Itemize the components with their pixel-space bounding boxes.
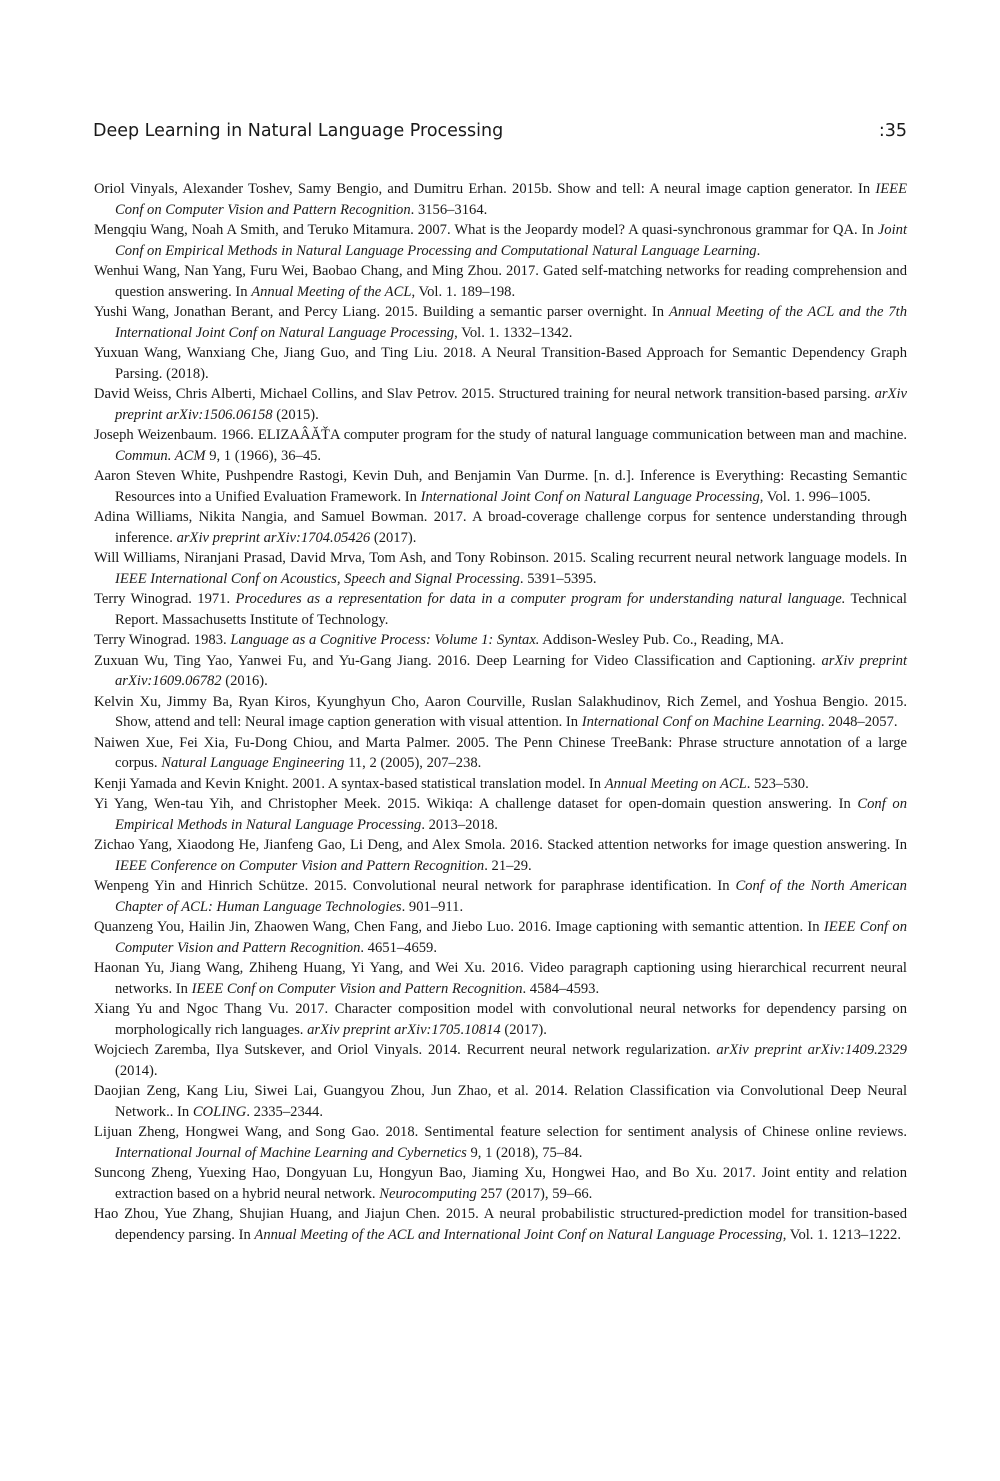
reference-text-tail: (2014). [115, 1062, 158, 1079]
reference-entry [94, 220, 907, 261]
reference-text: Haonan Yu, Jiang Wang, Zhiheng Huang, Yi Yang, and Wei Xu. 2016. Video paragraph captioning using hierarchical recurrent neural networks. In [94, 960, 907, 997]
reference-text-tail: (2017). [500, 1021, 547, 1038]
reference-text-tail: . 2335–2344. [246, 1103, 323, 1120]
reference-text: Naiwen Xue, Fei Xia, Fu-Dong Chiou, and Marta Palmer. 2005. The Penn Chinese TreeBank: Phrase structure annotation of a large corpus. [94, 734, 907, 771]
reference-entry [94, 425, 907, 466]
reference-entry [94, 692, 907, 733]
reference-text-tail: . 3156–3164. [410, 201, 488, 218]
reference-venue: IEEE Conf on Computer Vision and Pattern Recognition [115, 919, 907, 956]
running-title: Deep Learning in Natural Language Processing [93, 121, 504, 141]
reference-entry [94, 774, 907, 795]
reference-entry [94, 1081, 907, 1122]
reference-venue: Language as a Cognitive Process: Volume 1: Syntax. [230, 632, 540, 648]
reference-text: Daojian Zeng, Kang Liu, Siwei Lai, Guangyou Zhou, Jun Zhao, et al. 2014. Relation Classification via Convolutional Deep Neural Network.. In [94, 1083, 907, 1120]
reference-venue: arXiv preprint arXiv:1609.06782 [115, 652, 907, 689]
reference-text: Yi Yang, Wen-tau Yih, and Christopher Meek. 2015. Wikiqa: A challenge dataset for open-domain question answering. In [94, 796, 858, 812]
reference-text-tail: 257 (2017), 59–66. [476, 1185, 593, 1202]
reference-text: Hao Zhou, Yue Zhang, Shujian Huang, and Jiajun Chen. 2015. A neural probabilistic structured-prediction model for transition-based dependency parsing. In [94, 1206, 907, 1243]
reference-venue: Joint Conf on Empirical Methods in Natural Language Processing and Computational Natural Language Learning [115, 222, 907, 259]
reference-venue: Annual Meeting of the ACL and the 7th International Joint Conf on Natural Language Processing [115, 304, 907, 341]
reference-entry [94, 589, 907, 630]
reference-text-tail: Addison-Wesley Pub. Co., Reading, MA. [539, 632, 784, 648]
reference-venue: International Conf on Machine Learning [581, 714, 821, 730]
reference-entry [94, 835, 907, 876]
reference-venue: COLING [192, 1103, 247, 1120]
reference-venue: Procedures as a representation for data in a computer program for understanding natural language. [235, 591, 846, 607]
reference-venue: IEEE International Conf on Acoustics, Speech and Signal Processing [115, 570, 520, 587]
reference-text-tail: . 2013–2018. [421, 816, 498, 833]
reference-venue: arXiv preprint arXiv:1506.06158 [115, 386, 907, 423]
reference-text: Will Williams, Niranjani Prasad, David Mrva, Tom Ash, and Tony Robinson. 2015. Scaling recurrent neural network language models. In [94, 550, 907, 566]
reference-text-tail: , Vol. 1. 996–1005. [759, 488, 871, 505]
reference-text: Zuxuan Wu, Ting Yao, Yanwei Fu, and Yu-Gang Jiang. 2016. Deep Learning for Video Classification and Captioning. [94, 652, 822, 669]
reference-entry [94, 384, 907, 425]
reference-text-tail: Technical Report. Massachusetts Institute of Technology. [115, 591, 907, 628]
reference-text-tail: . 2048–2057. [820, 714, 898, 730]
reference-venue: IEEE Conference on Computer Vision and Pattern Recognition [115, 857, 485, 874]
reference-text-tail: . [756, 242, 761, 259]
reference-text: Yushi Wang, Jonathan Berant, and Percy Liang. 2015. Building a semantic parser overnight. In [94, 304, 669, 320]
reference-text-tail: 11, 2 (2005), 207–238. [344, 755, 482, 771]
reference-text: Kenji Yamada and Kevin Knight. 2001. A syntax-based statistical translation model. In [94, 775, 605, 792]
reference-text-tail: 9, 1 (2018), 75–84. [466, 1144, 583, 1161]
reference-text: Terry Winograd. 1983. [94, 632, 231, 648]
reference-text-tail: (2017). [370, 529, 417, 546]
reference-venue: Conf of the North American Chapter of ACL: Human Language Technologies [115, 878, 907, 915]
reference-text-tail: . 901–911. [401, 898, 464, 915]
reference-venue: Annual Meeting of the ACL [251, 283, 412, 300]
reference-text: Lijuan Zheng, Hongwei Wang, and Song Gao. 2018. Sentimental feature selection for sentiment analysis of Chinese online reviews. [94, 1124, 907, 1140]
reference-venue: Annual Meeting on ACL [604, 775, 747, 792]
reference-entry [94, 733, 907, 774]
page-number: :35 [878, 121, 907, 141]
reference-entry [94, 179, 907, 220]
reference-text: Oriol Vinyals, Alexander Toshev, Samy Bengio, and Dumitru Erhan. 2015b. Show and tell: A neural image caption generator. In [94, 181, 876, 197]
reference-entry [94, 1204, 907, 1245]
reference-text-tail: , Vol. 1. 1332–1342. [454, 324, 573, 341]
reference-entry [94, 1040, 907, 1081]
reference-venue: International Joint Conf on Natural Language Processing [420, 488, 760, 505]
reference-entry [94, 794, 907, 835]
reference-entry [94, 548, 907, 589]
reference-entry [94, 958, 907, 999]
reference-text: David Weiss, Chris Alberti, Michael Collins, and Slav Petrov. 2015. Structured training for neural network transition-based parsing. [94, 386, 875, 402]
reference-venue: IEEE Conf on Computer Vision and Pattern Recognition [191, 980, 523, 997]
reference-venue: arXiv preprint arXiv:1704.05426 [176, 529, 371, 546]
reference-entry [94, 261, 907, 302]
reference-venue: Natural Language Engineering [161, 755, 345, 771]
reference-entry [94, 302, 907, 343]
reference-text: Kelvin Xu, Jimmy Ba, Ryan Kiros, Kyunghyun Cho, Aaron Courville, Ruslan Salakhudinov, Rich Zemel, and Yoshua Bengio. 2015. Show, attend and tell: Neural image caption generation with visual attention. In [94, 693, 907, 730]
reference-text: Suncong Zheng, Yuexing Hao, Dongyuan Lu, Hongyun Bao, Jiaming Xu, Hongwei Hao, and Bo Xu. 2017. Joint entity and relation extraction based on a hybrid neural network. [94, 1165, 907, 1202]
reference-text: Adina Williams, Nikita Nangia, and Samuel Bowman. 2017. A broad-coverage challenge corpus for sentence understanding through inference. [94, 509, 907, 546]
reference-list [94, 179, 907, 1245]
running-header [93, 121, 907, 145]
reference-text: Xiang Yu and Ngoc Thang Vu. 2017. Character composition model with convolutional neural networks for dependency parsing on morphologically rich languages. [94, 1001, 907, 1038]
reference-entry [94, 876, 907, 917]
reference-entry [94, 1163, 907, 1204]
reference-text: Wojciech Zaremba, Ilya Sutskever, and Oriol Vinyals. 2014. Recurrent neural network regularization. [94, 1042, 717, 1058]
reference-entry [94, 466, 907, 507]
reference-text: Joseph Weizenbaum. 1966. ELIZAÂĂŤA computer program for the study of natural language communication between man and machine. [94, 427, 907, 443]
reference-text-tail: , Vol. 1. 189–198. [411, 283, 516, 300]
reference-venue: International Journal of Machine Learning and Cybernetics [115, 1144, 467, 1161]
reference-text: Yuxuan Wang, Wanxiang Che, Jiang Guo, and Ting Liu. 2018. A Neural Transition-Based Approach for Semantic Dependency Graph Parsing. (2018). [94, 345, 907, 382]
reference-text-tail: (2016). [221, 673, 268, 689]
reference-text-tail: 9, 1 (1966), 36–45. [205, 447, 322, 464]
reference-text: Zichao Yang, Xiaodong He, Jianfeng Gao, Li Deng, and Alex Smola. 2016. Stacked attention networks for image question answering. In [94, 837, 907, 853]
reference-text: Quanzeng You, Hailin Jin, Zhaowen Wang, Chen Fang, and Jiebo Luo. 2016. Image captioning with semantic attention. In [94, 919, 824, 935]
reference-text: Wenpeng Yin and Hinrich Schütze. 2015. Convolutional neural network for paraphrase identification. In [94, 878, 736, 894]
reference-text: Wenhui Wang, Nan Yang, Furu Wei, Baobao Chang, and Ming Zhou. 2017. Gated self-matching networks for reading comprehension and question answering. In [94, 263, 907, 300]
reference-entry [94, 1122, 907, 1163]
reference-text-tail: . 523–530. [746, 775, 809, 792]
reference-entry [94, 651, 907, 692]
reference-text: Mengqiu Wang, Noah A Smith, and Teruko Mitamura. 2007. What is the Jeopardy model? A quasi-synchronous grammar for QA. In [94, 222, 878, 238]
reference-text-tail: . 5391–5395. [519, 570, 597, 587]
reference-text-tail: . 4584–4593. [522, 980, 600, 997]
reference-text-tail: . 4651–4659. [360, 939, 437, 956]
reference-venue: IEEE Conf on Computer Vision and Pattern Recognition [115, 181, 907, 218]
reference-entry [94, 343, 907, 384]
reference-entry [94, 917, 907, 958]
reference-text: Terry Winograd. 1971. [94, 591, 236, 607]
reference-venue: arXiv preprint arXiv:1409.2329 [716, 1042, 907, 1058]
reference-entry [94, 507, 907, 548]
reference-entry [94, 999, 907, 1040]
reference-entry [94, 630, 907, 651]
reference-text-tail: . 21–29. [484, 857, 532, 874]
reference-venue: Neurocomputing [379, 1185, 477, 1202]
reference-text-tail: , Vol. 1. 1213–1222. [782, 1226, 902, 1243]
reference-venue: arXiv preprint arXiv:1705.10814 [307, 1021, 501, 1038]
reference-text-tail: (2015). [272, 406, 319, 423]
reference-text: Aaron Steven White, Pushpendre Rastogi, Kevin Duh, and Benjamin Van Durme. [n. d.]. Inference is Everything: Recasting Semantic Resources into a Unified Evaluation Framework. In [94, 468, 907, 505]
reference-venue: Annual Meeting of the ACL and International Joint Conf on Natural Language Processing [254, 1226, 783, 1243]
reference-venue: Conf on Empirical Methods in Natural Language Processing [115, 796, 908, 833]
reference-venue: Commun. ACM [115, 447, 206, 464]
